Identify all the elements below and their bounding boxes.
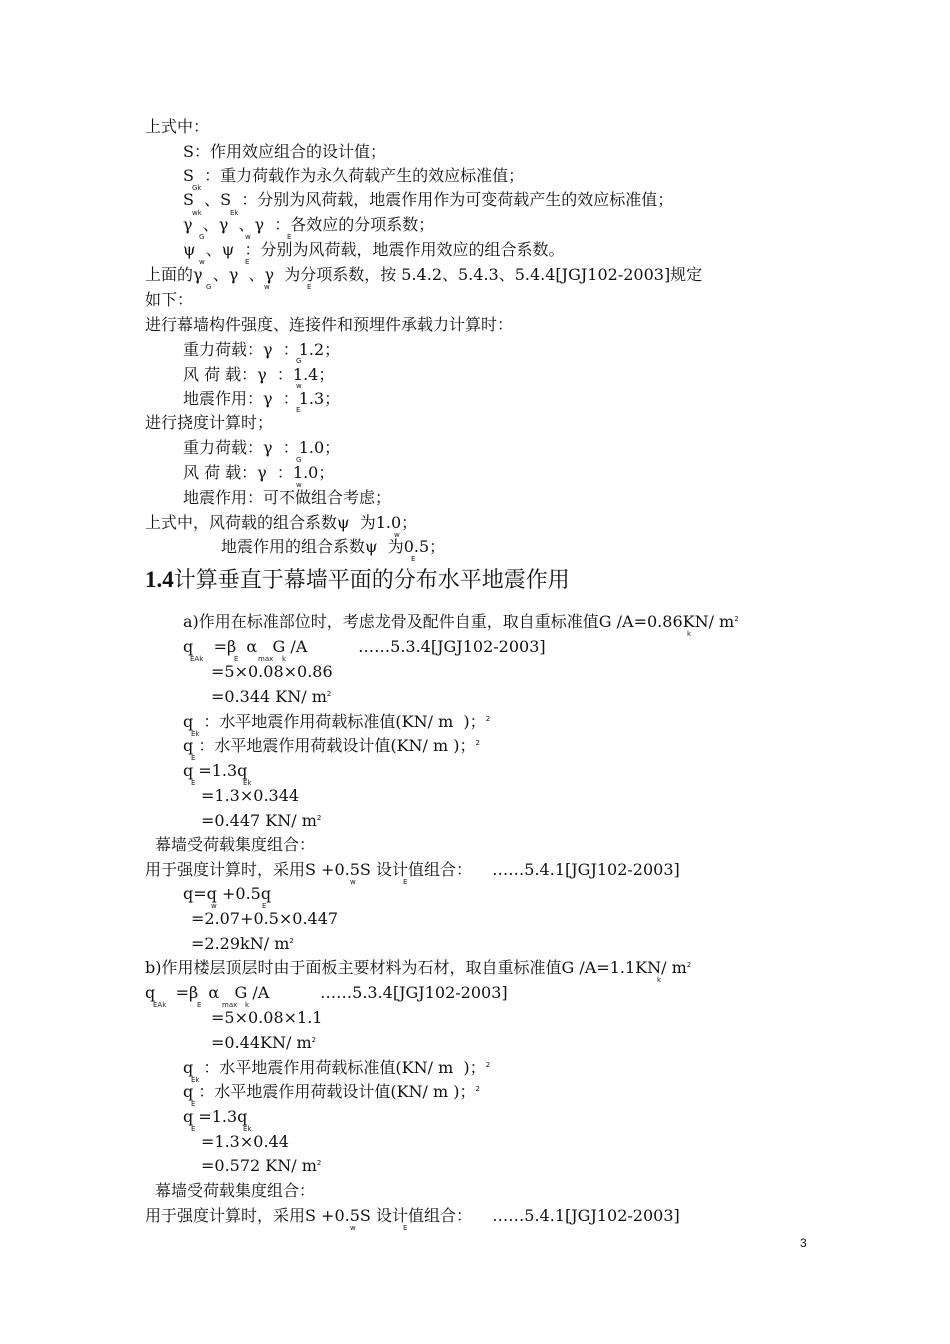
subscript: Gk [192, 184, 202, 192]
subscript: w [245, 233, 251, 241]
subscript: wk [192, 209, 202, 217]
text-line: 如下： [145, 290, 194, 309]
section-number: 1.4 [145, 567, 174, 592]
subscript: Ek [191, 730, 200, 738]
text-line: q ：水平地震作用荷载标准值(KN/ m )；$^2$ [183, 1058, 491, 1077]
subscript: G [199, 233, 205, 241]
subscript: G [296, 456, 302, 464]
text-line: ψ 、ψ ：分别为风荷载，地震作用效应的组合系数。 [183, 240, 565, 259]
subscript: EAk [190, 655, 204, 663]
text-line: 用于强度计算时，采用S +0.5S 设计值组合： ……5.4.1[JGJ102-2003] [145, 1206, 680, 1225]
subscript: E [245, 258, 250, 266]
subscript: EAk [153, 1001, 167, 1009]
subscript: E [262, 902, 267, 910]
subscript: E [307, 283, 312, 291]
text-line: =0.44KN/ $m^2$ [211, 1033, 317, 1052]
subscript: E [191, 1125, 196, 1133]
subscript: E [287, 233, 292, 241]
subscript: k [687, 630, 692, 638]
subscript: k [282, 655, 287, 663]
text-line: 幕墙受荷载集度组合： [155, 1181, 316, 1200]
subscript: E [191, 779, 196, 787]
section-heading [145, 566, 570, 595]
text-line: 风 荷 载：γ ：1.0； [183, 463, 335, 482]
text-line: b)作用楼层顶层时由于面板主要材料为石材，取自重标准值G /A=1.1KN/ $m^2$ [145, 958, 692, 977]
subscript: E [411, 555, 416, 563]
text-line: a)作用在标准部位时，考虑龙骨及配件自重，取自重标准值G /A=0.86KN/ $m^2$ [183, 612, 739, 631]
text-line: 重力荷载：γ ：1.0； [183, 438, 341, 457]
subscript: E [403, 1224, 408, 1232]
text-line: γ 、γ 、γ ：各效应的分项系数； [183, 215, 435, 234]
subscript: w [350, 878, 356, 886]
text-line: 地震作用的组合系数ψ 为0.5； [221, 537, 446, 556]
text-line: q ：水平地震作用荷载设计值(KN/ m )；$^2$ [183, 736, 480, 755]
text-line: 进行幕墙构件强度、连接件和预埋件承载力计算时： [145, 315, 514, 334]
subscript: E [197, 1001, 202, 1009]
subscript: w [394, 531, 400, 539]
text-line: =0.344 KN/ $m^2$ [211, 687, 332, 706]
subscript: E [191, 754, 196, 762]
subscript: k [245, 1001, 250, 1009]
subscript: max [222, 1001, 238, 1009]
text-line: 上式中： [145, 117, 210, 136]
text-line: S：作用效应组合的设计值； [183, 142, 386, 161]
subscript: E [403, 878, 408, 886]
subscript: E [191, 1100, 196, 1108]
text-line: =5×0.08×0.86 [211, 662, 333, 681]
text-line: =2.29kN/ $m^2$ [191, 934, 294, 953]
subscript: max [258, 655, 274, 663]
text-line: =5×0.08×1.1 [211, 1008, 323, 1027]
text-line: 重力荷载：γ ：1.2； [183, 340, 341, 359]
text-line: =1.3×0.344 [201, 786, 300, 805]
text-line: q ：水平地震作用荷载标准值(KN/ m )；$^2$ [183, 712, 491, 731]
subscript: w [350, 1224, 356, 1232]
text-line: q =1.3q [183, 1107, 248, 1126]
text-line: 风 荷 载：γ ：1.4； [183, 365, 335, 384]
subscript: E [296, 406, 301, 414]
text-line: =0.447 KN/ $m^2$ [201, 811, 322, 830]
text-line: q =β α G /A ……5.3.4[JGJ102-2003] [145, 983, 508, 1002]
text-line: S ：重力荷载作为永久荷载产生的效应标准值； [183, 166, 525, 185]
text-line: 上式中，风荷载的组合系数ψ 为1.0； [145, 513, 418, 532]
text-line: q ：水平地震作用荷载设计值(KN/ m )；$^2$ [183, 1082, 480, 1101]
subscript: w [199, 258, 205, 266]
subscript: E [234, 655, 239, 663]
subscript: Ek [230, 209, 239, 217]
subscript: Ek [243, 1125, 252, 1133]
text-line: =1.3×0.44 [201, 1132, 289, 1151]
text-line: =0.572 KN/ $m^2$ [201, 1156, 322, 1175]
text-line: 用于强度计算时，采用S +0.5S 设计值组合： ……5.4.1[JGJ102-2003] [145, 860, 680, 879]
page-number: 3 [800, 1236, 807, 1250]
text-line: 地震作用：可不做组合考虑； [183, 488, 392, 507]
subscript: w [296, 382, 302, 390]
subscript: w [264, 283, 270, 291]
text-line: S 、S ：分别为风荷载，地震作用作为可变荷载产生的效应标准值； [183, 190, 674, 209]
text-line: 上面的γ 、γ 、γ 为分项系数，按 5.4.2、5.4.3、5.4.4[JGJ102-2003]规定 [145, 265, 703, 284]
subscript: G [296, 357, 302, 365]
text-line: q =β α G /A ……5.3.4[JGJ102-2003] [183, 637, 546, 656]
subscript: Ek [191, 1076, 200, 1084]
text-line: 进行挠度计算时； [145, 413, 274, 432]
text-line: q=q +0.5q [183, 884, 272, 903]
subscript: Ek [243, 779, 252, 787]
text-line: q =1.3q [183, 761, 248, 780]
text-line: 地震作用：γ ：1.3； [183, 389, 341, 408]
subscript: w [296, 481, 302, 489]
subscript: G [206, 283, 212, 291]
subscript: w [211, 902, 217, 910]
text-line: 幕墙受荷载集度组合： [155, 835, 316, 854]
subscript: k [657, 976, 662, 984]
section-title: 计算垂直于幕墙平面的分布水平地震作用 [173, 568, 570, 593]
text-line: =2.07+0.5×0.447 [191, 909, 339, 928]
